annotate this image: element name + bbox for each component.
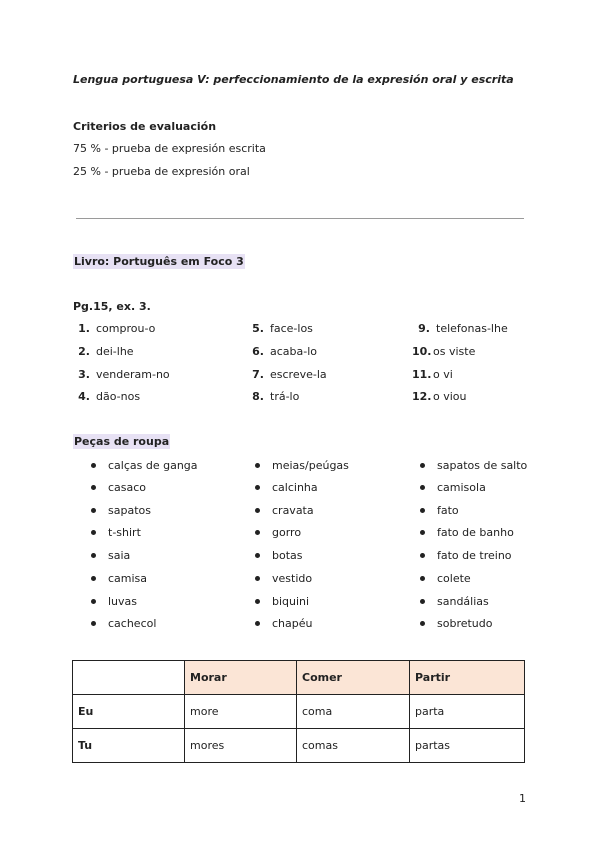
list-item: luvas xyxy=(91,595,137,608)
list-item: 7. escreve-la xyxy=(252,368,327,381)
table-header-cell: Morar xyxy=(185,661,297,695)
bullet-icon xyxy=(91,599,96,604)
list-item: vestido xyxy=(255,572,312,585)
bullet-icon xyxy=(255,599,260,604)
list-item: sobretudo xyxy=(420,617,493,630)
bullet-icon xyxy=(91,530,96,535)
table-cell xyxy=(73,661,185,695)
criteria-item: 25 % - prueba de expresión oral xyxy=(73,165,250,178)
table-cell: comas xyxy=(297,729,410,763)
book-title: Livro: Português em Foco 3 xyxy=(74,255,244,268)
criteria-heading: Criterios de evaluación xyxy=(73,120,217,133)
list-item: cachecol xyxy=(91,617,156,630)
list-item: sapatos xyxy=(91,504,151,517)
list-item: camisa xyxy=(91,572,147,585)
list-item: biquini xyxy=(255,595,309,608)
list-item: fato de banho xyxy=(420,526,514,539)
list-item: sandálias xyxy=(420,595,489,608)
list-item: fato de treino xyxy=(420,549,512,562)
bullet-icon xyxy=(91,485,96,490)
list-item: t-shirt xyxy=(91,526,141,539)
horizontal-divider xyxy=(76,218,524,219)
bullet-icon xyxy=(420,508,425,513)
bullet-icon xyxy=(420,553,425,558)
table-header-row xyxy=(73,661,525,695)
bullet-icon xyxy=(255,621,260,626)
table-cell: more xyxy=(185,695,297,729)
bullet-icon xyxy=(91,508,96,513)
clothes-heading: Peças de roupa xyxy=(74,435,170,448)
bullet-icon xyxy=(255,508,260,513)
bullet-icon xyxy=(420,485,425,490)
bullet-icon xyxy=(91,621,96,626)
bullet-icon xyxy=(255,463,260,468)
bullet-icon xyxy=(255,553,260,558)
list-item: saia xyxy=(91,549,130,562)
table-row-header: Tu xyxy=(73,729,185,763)
bullet-icon xyxy=(255,530,260,535)
bullet-icon xyxy=(420,599,425,604)
bullet-icon xyxy=(255,576,260,581)
table-cell: parta xyxy=(410,695,525,729)
list-item: meias/peúgas xyxy=(255,459,349,472)
list-item: gorro xyxy=(255,526,301,539)
bullet-icon xyxy=(255,485,260,490)
book-line xyxy=(73,255,245,268)
exercise-heading: Pg.15, ex. 3. xyxy=(73,300,151,313)
list-item: camisola xyxy=(420,481,486,494)
list-item: sapatos de salto xyxy=(420,459,527,472)
table-row xyxy=(73,729,525,763)
list-item: 12. o viou xyxy=(412,390,467,403)
table-cell: coma xyxy=(297,695,410,729)
bullet-icon xyxy=(420,576,425,581)
list-item: calças de ganga xyxy=(91,459,198,472)
list-item: 11. o vi xyxy=(412,368,453,381)
table-header-cell: Partir xyxy=(410,661,525,695)
list-item: 6. acaba-lo xyxy=(252,345,318,358)
list-item: 9. telefonas-lhe xyxy=(418,322,508,335)
document-title: Lengua portuguesa V: perfeccionamiento de la expresión oral y escrita xyxy=(73,73,514,86)
table-cell: partas xyxy=(410,729,525,763)
page-number: 1 xyxy=(519,792,526,805)
list-item: 1. comprou-o xyxy=(78,322,156,335)
criteria-item: 75 % - prueba de expresión escrita xyxy=(73,142,266,155)
bullet-icon xyxy=(91,463,96,468)
bullet-icon xyxy=(420,463,425,468)
list-item: 5. face-los xyxy=(252,322,313,335)
list-item: 4. dão-nos xyxy=(78,390,141,403)
list-item: 8. trá-lo xyxy=(252,390,300,403)
clothes-heading-line xyxy=(73,435,170,448)
bullet-icon xyxy=(91,576,96,581)
table-cell: mores xyxy=(185,729,297,763)
bullet-icon xyxy=(420,530,425,535)
table-row xyxy=(73,695,525,729)
list-item: calcinha xyxy=(255,481,318,494)
verb-conjugation-table xyxy=(72,660,525,763)
table-header-cell: Comer xyxy=(297,661,410,695)
list-item: fato xyxy=(420,504,459,517)
list-item: colete xyxy=(420,572,471,585)
list-item: 3. venderam-no xyxy=(78,368,170,381)
list-item: casaco xyxy=(91,481,146,494)
list-item: cravata xyxy=(255,504,314,517)
bullet-icon xyxy=(420,621,425,626)
list-item: 10. os viste xyxy=(412,345,476,358)
list-item: botas xyxy=(255,549,303,562)
bullet-icon xyxy=(91,553,96,558)
list-item: chapéu xyxy=(255,617,312,630)
list-item: 2. dei-lhe xyxy=(78,345,134,358)
table-row-header: Eu xyxy=(73,695,185,729)
